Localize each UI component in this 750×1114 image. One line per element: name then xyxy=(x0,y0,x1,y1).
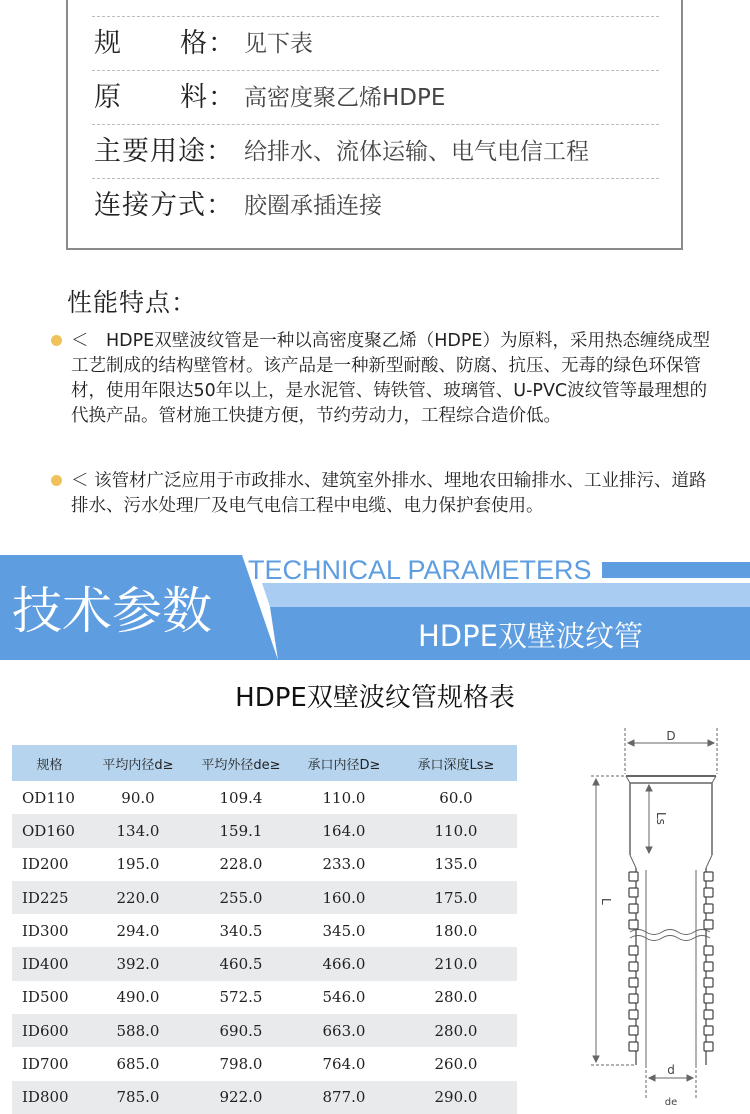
spec-header-spec: 规格 xyxy=(12,745,87,781)
table-cell: 109.4 xyxy=(219,788,263,807)
info-row-connection xyxy=(92,178,659,232)
table-cell: 255.0 xyxy=(189,881,293,914)
table-cell: 60.0 xyxy=(439,788,473,807)
table-cell: 210.0 xyxy=(395,947,517,980)
table-cell: 290.0 xyxy=(395,1081,517,1114)
table-cell: 134.0 xyxy=(87,814,189,847)
table-cell: 180.0 xyxy=(434,921,478,940)
table-cell-spec: ID800 xyxy=(12,1081,87,1114)
table-cell: 135.0 xyxy=(434,855,478,874)
table-cell: 280.0 xyxy=(434,988,478,1007)
table-cell-spec: ID200 xyxy=(22,855,69,874)
table-row xyxy=(12,881,517,914)
spec-table-title: HDPE双壁波纹管规格表 xyxy=(235,683,515,713)
table-cell: 764.0 xyxy=(322,1055,366,1074)
info-label-connection: 连接方式： xyxy=(94,190,234,221)
info-label-material-a: 原 xyxy=(94,82,122,113)
pipe-corrugations xyxy=(629,872,713,1051)
table-row xyxy=(12,848,517,881)
info-label-spec-a: 规 xyxy=(94,28,122,59)
table-cell: 228.0 xyxy=(219,855,263,874)
banner-title-en: TECHNICAL PARAMETERS xyxy=(248,555,592,585)
table-cell: 922.0 xyxy=(189,1081,293,1114)
info-value-usage: 给排水、流体运输、电气电信工程 xyxy=(244,139,589,165)
spec-header-outer-diameter: 平均外径de≥ xyxy=(189,745,293,781)
table-cell: 392.0 xyxy=(87,947,189,980)
table-cell: 195.0 xyxy=(116,855,160,874)
table-row xyxy=(12,1081,517,1114)
table-cell: 345.0 xyxy=(322,921,366,940)
table-cell-spec: ID600 xyxy=(12,1014,87,1047)
pipe-dimension-diagram xyxy=(574,720,744,1108)
features-title: 性能特点： xyxy=(67,288,198,317)
info-row-usage xyxy=(92,124,659,179)
info-label-material-b: 料： xyxy=(180,82,236,113)
feature-paragraph-2: ＜ 该管材广泛应用于市政排水、建筑室外排水、埋地农田输排水、工业排污、道路排水、污水处理厂及电气电信工程中电缆、电力保护套使用。 xyxy=(71,471,707,516)
table-cell: 260.0 xyxy=(434,1055,478,1074)
table-cell: 877.0 xyxy=(293,1081,395,1114)
technical-parameters-banner xyxy=(0,555,750,660)
table-row xyxy=(12,814,517,847)
info-value-connection: 胶圈承插连接 xyxy=(244,193,382,219)
table-cell: 663.0 xyxy=(293,1014,395,1047)
info-value-material: 高密度聚乙烯HDPE xyxy=(244,85,446,111)
table-row xyxy=(12,914,517,947)
table-cell: 546.0 xyxy=(322,988,366,1007)
bullet-dot-icon xyxy=(51,475,62,486)
table-cell: 220.0 xyxy=(87,881,189,914)
diagram-label-Ls: Ls xyxy=(654,812,668,825)
table-cell: 588.0 xyxy=(87,1014,189,1047)
diagram-label-L: L xyxy=(599,898,613,905)
table-row xyxy=(12,981,517,1014)
table-cell-spec: ID700 xyxy=(22,1055,69,1074)
banner-top-stripe xyxy=(602,562,750,578)
info-label-usage: 主要用途： xyxy=(94,136,234,167)
table-cell: 280.0 xyxy=(395,1014,517,1047)
spec-header-socket-depth: 承口深度Ls≥ xyxy=(395,745,517,781)
table-cell: 233.0 xyxy=(322,855,366,874)
info-label-spec-b: 格： xyxy=(180,28,236,59)
table-cell: 340.5 xyxy=(219,921,263,940)
info-value-spec: 见下表 xyxy=(244,31,313,57)
table-cell-spec: ID400 xyxy=(12,947,87,980)
spec-table-header-row xyxy=(12,745,517,781)
table-cell-spec: ID500 xyxy=(22,988,69,1007)
table-cell-spec: OD110 xyxy=(22,788,75,807)
table-cell: 466.0 xyxy=(293,947,395,980)
table-row xyxy=(12,947,517,980)
table-cell: 572.5 xyxy=(219,988,263,1007)
table-row xyxy=(12,1014,517,1047)
table-cell-spec: ID300 xyxy=(22,921,69,940)
spec-header-inner-diameter: 平均内径d≥ xyxy=(87,745,189,781)
spec-table xyxy=(12,745,517,1114)
table-cell: 685.0 xyxy=(116,1055,160,1074)
table-cell: 785.0 xyxy=(87,1081,189,1114)
info-row-material xyxy=(92,70,659,125)
table-cell: 159.1 xyxy=(189,814,293,847)
banner-product-name: HDPE双壁波纹管 xyxy=(418,619,643,653)
table-cell: 175.0 xyxy=(395,881,517,914)
info-row-name xyxy=(92,0,659,17)
banner-light-stripe xyxy=(262,583,750,607)
table-cell-spec: ID225 xyxy=(12,881,87,914)
banner-title-cn: 技术参数 xyxy=(12,582,212,640)
table-cell: 798.0 xyxy=(219,1055,263,1074)
diagram-label-D: D xyxy=(666,729,676,743)
table-cell: 164.0 xyxy=(293,814,395,847)
table-cell: 110.0 xyxy=(322,788,366,807)
table-cell: 460.5 xyxy=(189,947,293,980)
diagram-label-de: de xyxy=(664,1097,678,1108)
product-info-box xyxy=(66,0,683,250)
table-cell-spec: OD160 xyxy=(12,814,87,847)
table-row xyxy=(12,781,517,814)
diagram-label-d: d xyxy=(667,1063,675,1077)
table-cell: 690.5 xyxy=(189,1014,293,1047)
table-cell: 490.0 xyxy=(116,988,160,1007)
table-row xyxy=(12,1047,517,1080)
table-cell: 294.0 xyxy=(116,921,160,940)
table-cell: 110.0 xyxy=(395,814,517,847)
info-row-spec xyxy=(92,16,659,71)
spec-header-socket-diameter: 承口内径D≥ xyxy=(293,745,395,781)
table-cell: 160.0 xyxy=(293,881,395,914)
bullet-dot-icon xyxy=(51,335,62,346)
feature-paragraph-1: ＜ HDPE双壁波纹管是一种以高密度聚乙烯（HDPE）为原料，采用热态缠绕成型工艺制成的结构壁管材。该产品是一种新型耐酸、防腐、抗压、无毒的绿色环保管材，使用年限达50年以上，是水泥管、铸铁管、玻璃管、U-PVC波纹管等最理想的代换产品。管材施工快捷方便，节约劳动力，工程综合造价低。 xyxy=(71,331,710,426)
table-cell: 90.0 xyxy=(121,788,155,807)
